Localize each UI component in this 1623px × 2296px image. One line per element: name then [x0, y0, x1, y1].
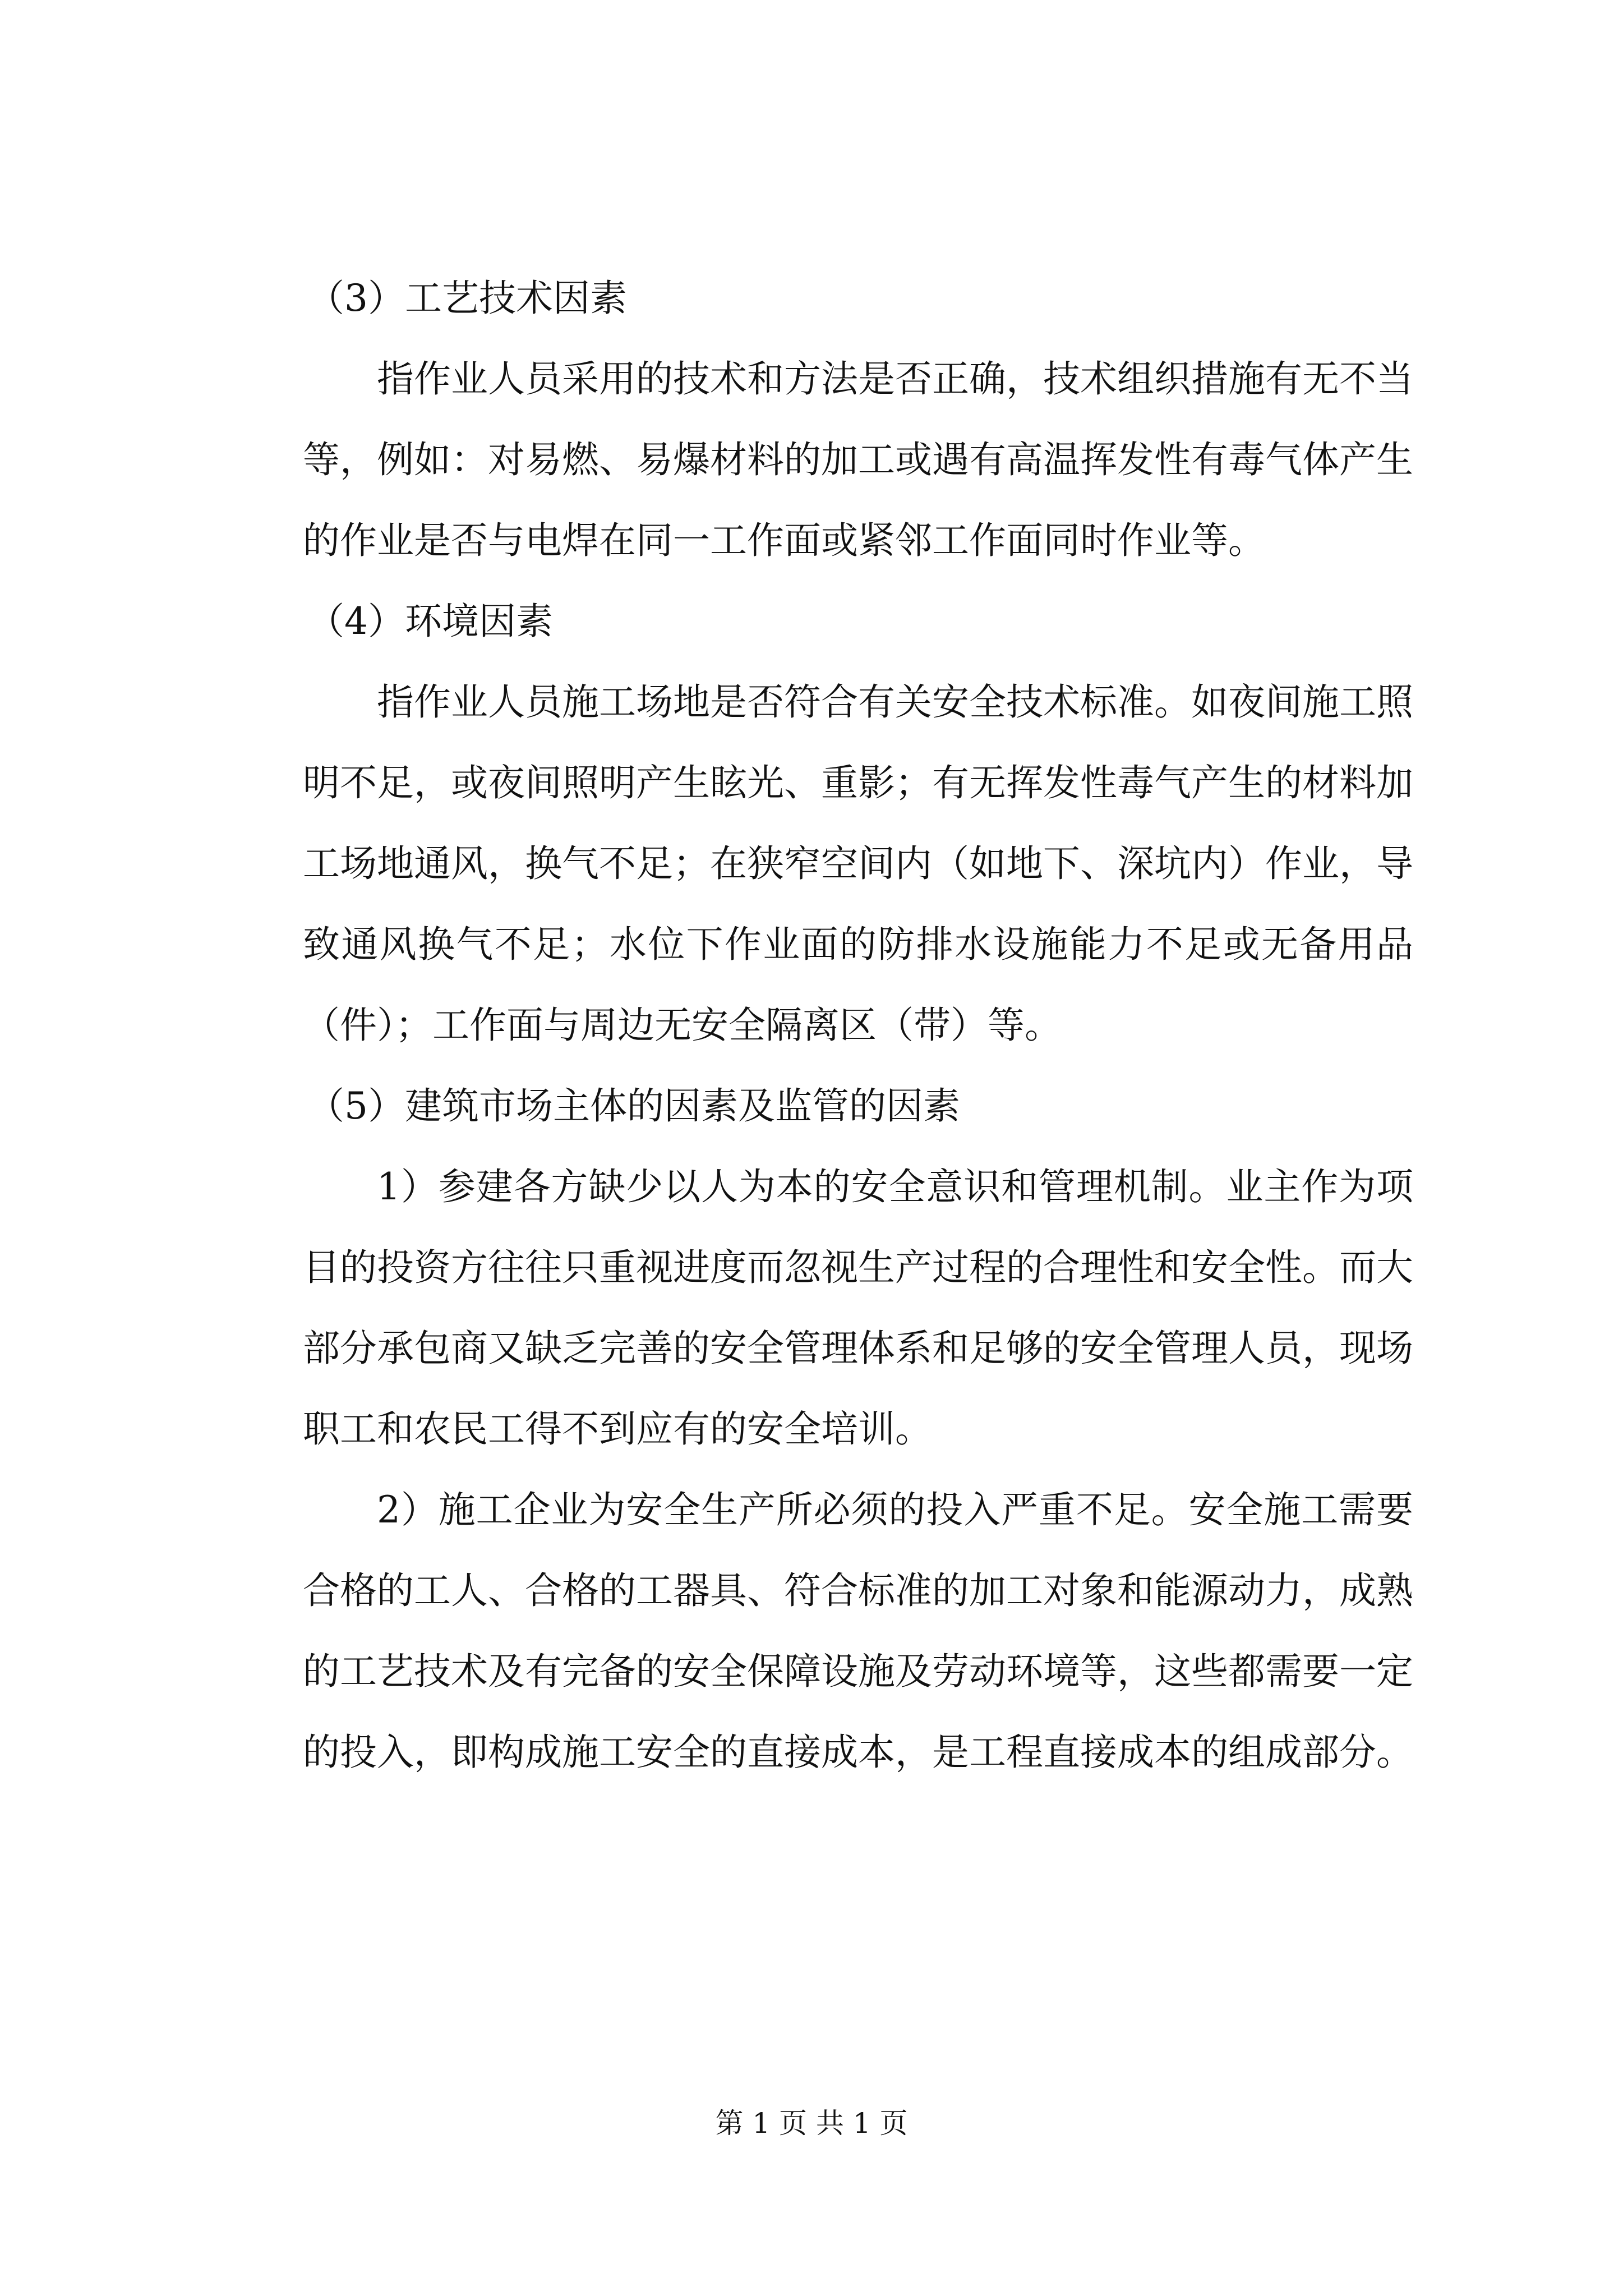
paragraph-safety-investment: 2）施工企业为安全生产所必须的投入严重不足。安全施工需要合格的工人、合格的工器具、符合标准的加工对象和能源动力，成熟的工艺技术及有完备的安全保障设施及劳动环境等，这些都需要一定的投入，即构成施工安全的直接成本，是工程直接成本的组成部分。: [303, 1488, 1413, 1774]
section-heading-market-supervision: （5）建筑市场主体的因素及监管的因素: [307, 1084, 960, 1128]
page-footer: 第 1 页 共 1 页: [715, 2107, 908, 2139]
paragraph-process-technology: 指作业人员采用的技术和方法是否正确，技术组织措施有无不当等，例如：对易燃、易爆材料的加工或遇有高温挥发性有毒气体产生的作业是否与电焊在同一工作面或紧邻工作面同时作业等。: [303, 357, 1413, 562]
document-body: [303, 258, 1413, 1793]
paragraph-safety-awareness: 1）参建各方缺少以人为本的安全意识和管理机制。业主作为项目的投资方往往只重视进度而忽视生产过程的合理性和安全性。而大部分承包商又缺乏完善的安全管理体系和足够的安全管理人员，现场职工和农民工得不到应有的安全培训。: [303, 1165, 1413, 1451]
paragraph-environment: 指作业人员施工场地是否符合有关安全技术标准。如夜间施工照明不足，或夜间照明产生眩光、重影；有无挥发性毒气产生的材料加工场地通风，换气不足；在狭窄空间内（如地下、深坑内）作业，导致通风换气不足；水位下作业面的防排水设施能力不足或无备用品（件）；工作面与周边无安全隔离区（带）等。: [303, 680, 1413, 1047]
section-heading-process-technology: （3）工艺技术因素: [307, 277, 627, 320]
section-heading-environment: （4）环境因素: [307, 600, 553, 643]
